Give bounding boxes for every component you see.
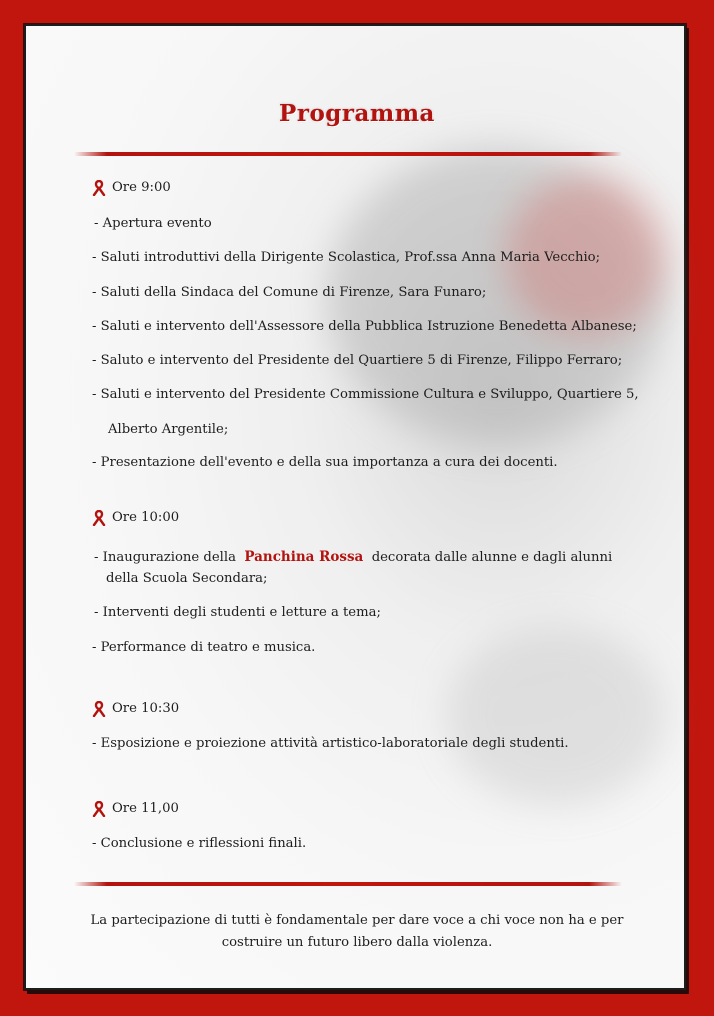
list-item: - Saluti introduttivi della Dirigente Scolastica, Prof.ssa Anna Maria Vecchio; — [92, 250, 601, 265]
red-ribbon-icon — [92, 180, 106, 196]
list-item: - Conclusione e riflessioni finali. — [92, 836, 307, 851]
section-time: Ore 10:30 — [112, 701, 180, 716]
list-item: - Saluti e intervento dell'Assessore della Pubblica Istruzione Benedetta Albanese; — [92, 319, 637, 334]
red-ribbon-icon — [92, 510, 106, 526]
section-header-10-30 — [92, 701, 179, 717]
section-time: Ore 9:00 — [112, 180, 171, 195]
list-item: - Saluti e intervento del Presidente Commissione Cultura e Sviluppo, Quartiere 5, — [92, 387, 639, 402]
closing-line-2: costruire un futuro libero dalla violenza. — [221, 935, 493, 950]
closing-line-1: La partecipazione di tutti è fondamentale per dare voce a chi voce non ha e per — [90, 913, 624, 928]
panchina-rossa-highlight: Panchina Rossa — [244, 549, 364, 565]
red-ribbon-icon — [92, 701, 106, 717]
inaugurazione-prefix: - Inaugurazione della — [94, 550, 236, 565]
divider-top — [74, 152, 622, 156]
list-item: - Esposizione e proiezione attività artistico-laboratoriale degli studenti. — [92, 736, 569, 751]
list-item: - Apertura evento — [94, 216, 212, 231]
divider-bottom — [74, 882, 622, 886]
section-header-10-00 — [92, 510, 179, 526]
list-item: - Performance di teatro e musica. — [92, 640, 316, 655]
closing-statement — [60, 910, 654, 954]
list-item: Alberto Argentile; — [108, 422, 229, 437]
section-header-9-00 — [92, 180, 171, 196]
list-item: - Saluto e intervento del Presidente del Quartiere 5 di Firenze, Filippo Ferraro; — [92, 353, 623, 368]
background-texture — [446, 626, 666, 806]
list-item: della Scuola Secondara; — [106, 571, 268, 586]
section-time: Ore 11,00 — [112, 801, 179, 816]
section-header-11-00 — [92, 801, 179, 817]
inaugurazione-suffix: decorata dalle alunne e dagli alunni — [371, 550, 613, 565]
list-item: - Presentazione dell'evento e della sua importanza a cura dei docenti. — [92, 455, 558, 470]
page-title: Programma — [279, 100, 435, 127]
section-time: Ore 10:00 — [112, 510, 180, 525]
list-item: - Interventi degli studenti e letture a tema; — [94, 605, 381, 620]
red-ribbon-icon — [92, 801, 106, 817]
list-item: - Saluti della Sindaca del Comune di Firenze, Sara Funaro; — [92, 285, 487, 300]
list-item-inaugurazione — [94, 549, 612, 566]
